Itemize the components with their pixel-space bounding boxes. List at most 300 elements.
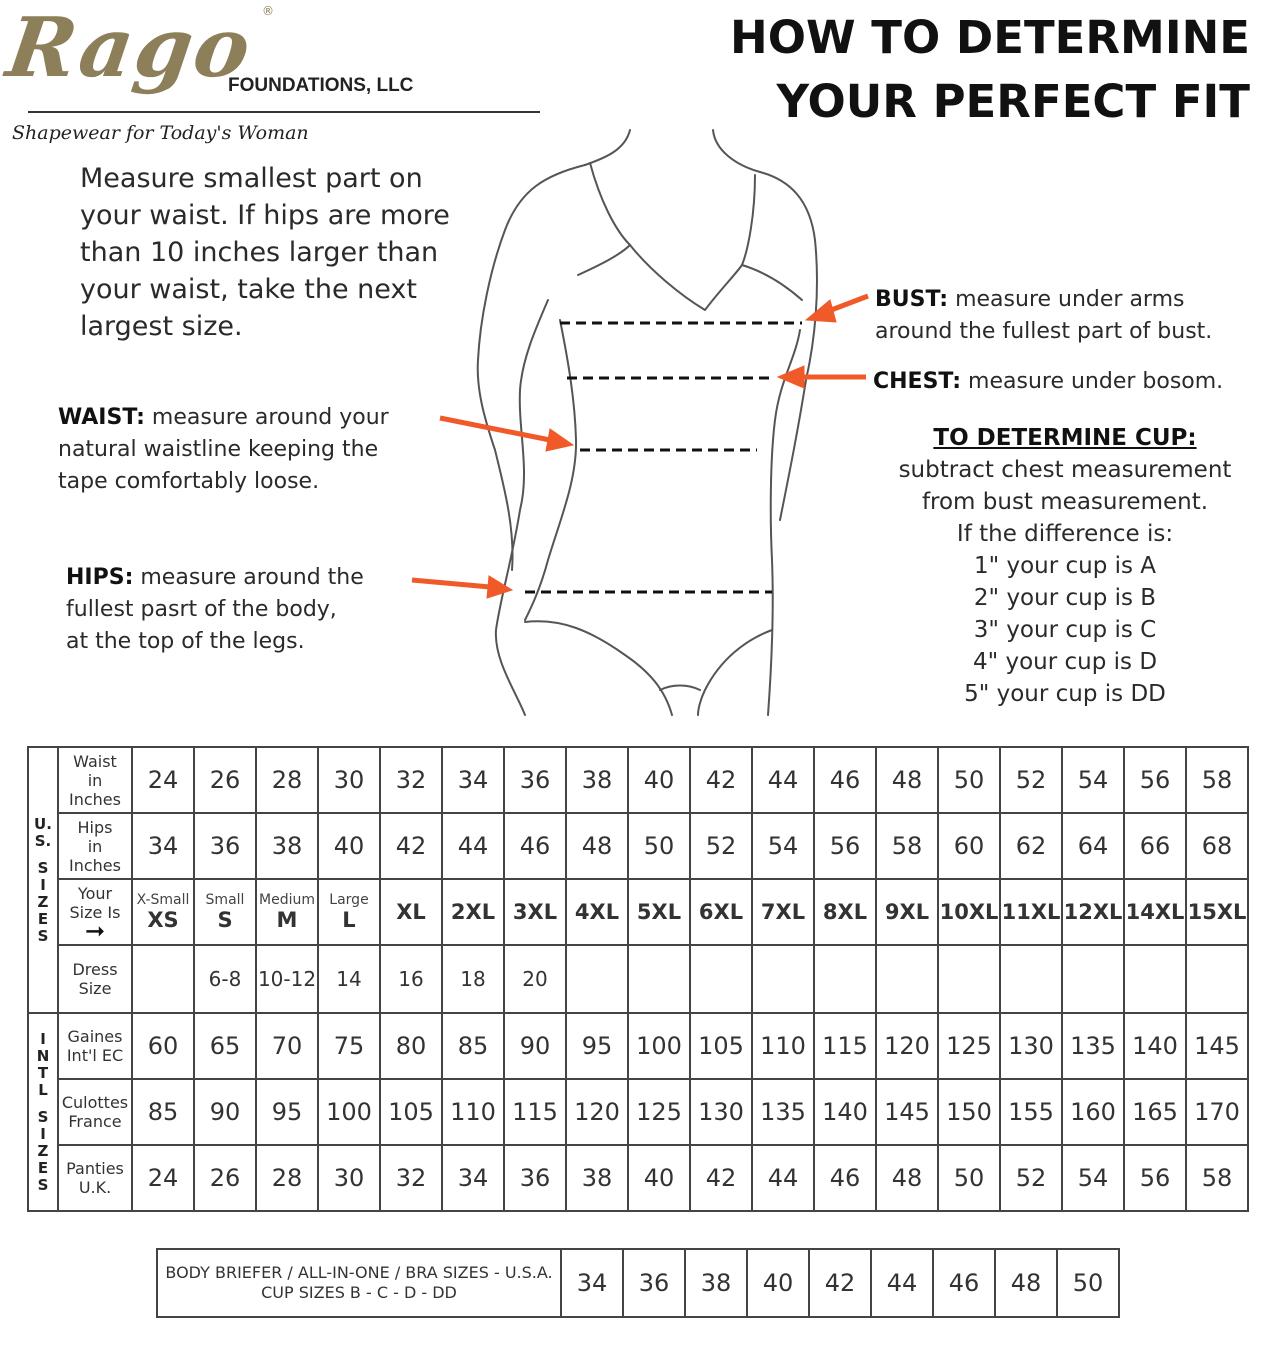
panties-value: 42 [705,1164,737,1192]
us-sizes-side-label [28,747,58,1013]
dress-value: 20 [522,967,548,991]
row-label-size [58,879,132,945]
panties-value: 48 [891,1164,923,1192]
waist-callout [58,402,389,498]
hips-cell [876,813,938,879]
waist-cell [1124,747,1186,813]
side-letter [29,850,57,860]
waist-value: 30 [333,766,365,794]
gaines-value: 80 [395,1032,427,1060]
cup-line: 5" your cup is DD [964,681,1166,707]
dress-cell [442,945,504,1013]
culottes-cell [256,1079,318,1145]
gaines-value: 135 [1070,1032,1116,1060]
culottes-cell [194,1079,256,1145]
row-label-line: Int'l EC [66,1046,124,1065]
size-cell [132,879,194,945]
culottes-value: 115 [512,1098,558,1126]
waist-value: 24 [147,766,179,794]
side-letter: Z [37,1141,49,1160]
waist-instr-line: largest size. [80,311,243,342]
dress-cell [256,945,318,1013]
gaines-value: 75 [333,1032,365,1060]
hips-cell [752,813,814,879]
gaines-value: 60 [147,1032,179,1060]
size-row-hips [28,813,1248,879]
culottes-cell [752,1079,814,1145]
row-label-line: Hips [77,817,113,837]
size-value: L [342,908,356,932]
row-label-line: Your [77,884,113,903]
hips-cell [566,813,628,879]
size-value: 6XL [698,900,744,924]
panties-cell [566,1145,628,1211]
waist-value: 46 [829,766,861,794]
panties-cell [318,1145,380,1211]
waist-cell [690,747,752,813]
gaines-value: 110 [760,1032,806,1060]
side-letter: T [37,1063,49,1082]
culottes-value: 95 [271,1098,303,1126]
size-cell [504,879,566,945]
culottes-value: 85 [147,1098,179,1126]
culottes-value: 170 [1194,1098,1240,1126]
hips-cell [690,813,752,879]
side-letter: I [40,1124,46,1143]
size-name: Medium [259,892,315,908]
hips-arrow-icon [487,576,512,598]
gaines-cell [318,1013,380,1079]
side-letter: E [37,909,49,928]
size-name: Large [329,892,369,908]
hips-text-3: at the top of the legs. [66,629,305,654]
hips-value: 40 [333,832,365,860]
waist-cell [132,747,194,813]
panties-value: 52 [1015,1164,1047,1192]
hips-cell [256,813,318,879]
size-value: S [217,908,233,932]
culottes-cell [566,1079,628,1145]
size-value: 10XL [939,900,999,924]
hips-cell [194,813,256,879]
row-label-line: Inches [69,855,121,875]
side-letter: I [40,875,46,894]
hips-cell [1186,813,1248,879]
culottes-cell [1124,1079,1186,1145]
bra-size-cell: 46 [933,1249,995,1317]
panties-cell [1000,1145,1062,1211]
dress-cell [380,945,442,1013]
bra-size-cell: 34 [561,1249,623,1317]
panties-value: 40 [643,1164,675,1192]
waist-value: 26 [209,766,241,794]
hips-text-1: measure around the [133,565,364,590]
cup-title: TO DETERMINE CUP: [933,425,1197,451]
waist-instructions [80,160,450,345]
dress-cell [504,945,566,1013]
hips-value: 52 [705,832,737,860]
panties-value: 34 [457,1164,489,1192]
culottes-cell [814,1079,876,1145]
culottes-cell [318,1079,380,1145]
dress-value: 6-8 [208,967,242,991]
dress-cell [938,945,1000,1013]
panties-value: 30 [333,1164,365,1192]
culottes-value: 100 [326,1098,372,1126]
panties-cell [256,1145,318,1211]
gaines-value: 95 [581,1032,613,1060]
hips-value: 64 [1077,832,1109,860]
culottes-cell [690,1079,752,1145]
cup-line: subtract chest measurement [898,457,1232,483]
hips-value: 54 [767,832,799,860]
size-cell [194,879,256,945]
culottes-cell [380,1079,442,1145]
panties-cell [442,1145,504,1211]
size-value: 4XL [574,900,620,924]
row-label-panties [58,1145,132,1211]
side-letter: S [37,858,49,877]
title-line-2: YOUR PERFECT FIT [776,75,1250,128]
culottes-value: 90 [209,1098,241,1126]
dress-cell [132,945,194,1013]
gaines-cell [256,1013,318,1079]
hips-value: 66 [1139,832,1171,860]
panties-value: 32 [395,1164,427,1192]
bra-size-cell: 50 [1057,1249,1119,1317]
waist-value: 44 [767,766,799,794]
hips-value: 62 [1015,832,1047,860]
panties-value: 36 [519,1164,551,1192]
hips-callout [66,562,364,658]
culottes-value: 125 [636,1098,682,1126]
intl-sizes-side-label [28,1013,58,1211]
waist-value: 56 [1139,766,1171,794]
hips-value: 48 [581,832,613,860]
bra-label-line-2: CUP SIZES B - C - D - DD [261,1283,457,1302]
panties-cell [628,1145,690,1211]
size-row-dress [28,945,1248,1013]
waist-value: 40 [643,766,675,794]
size-value: 15XL [1187,900,1247,924]
row-label-line: in [87,836,103,856]
culottes-value: 140 [822,1098,868,1126]
gaines-value: 125 [946,1032,992,1060]
hips-value: 44 [457,832,489,860]
hips-cell [1062,813,1124,879]
waist-cell [1186,747,1248,813]
waist-cell [504,747,566,813]
bra-size-cell: 38 [685,1249,747,1317]
hips-cell [1124,813,1186,879]
gaines-value: 70 [271,1032,303,1060]
dress-cell [1062,945,1124,1013]
side-letter: E [37,1158,49,1177]
culottes-cell [442,1079,504,1145]
dress-cell [1186,945,1248,1013]
gaines-value: 90 [519,1032,551,1060]
size-cell [1124,879,1186,945]
bust-text-2: around the fullest part of bust. [875,319,1213,344]
dress-cell [194,945,256,1013]
culottes-cell [628,1079,690,1145]
waist-cell [938,747,1000,813]
waist-cell [1062,747,1124,813]
dress-cell [752,945,814,1013]
hips-value: 58 [891,832,923,860]
size-value: XL [396,900,426,924]
panties-cell [380,1145,442,1211]
panties-value: 50 [953,1164,985,1192]
waist-cell [876,747,938,813]
size-value: 12XL [1063,900,1123,924]
hips-cell [628,813,690,879]
culottes-value: 165 [1132,1098,1178,1126]
dress-cell [814,945,876,1013]
waist-label: WAIST: [58,405,145,430]
waist-cell [814,747,876,813]
hips-value: 46 [519,832,551,860]
panties-cell [1124,1145,1186,1211]
row-label-line: U.K. [78,1178,112,1197]
panties-value: 44 [767,1164,799,1192]
size-value: 5XL [636,900,682,924]
body-outline [478,130,817,715]
brand-tagline: Shapewear for Today's Woman [12,122,309,144]
row-label-waist [58,747,132,813]
gaines-cell [690,1013,752,1079]
row-label-line: Gaines [67,1027,123,1046]
size-cell [814,879,876,945]
panties-value: 56 [1139,1164,1171,1192]
side-letter: N [36,1046,50,1065]
waist-instr-line: Measure smallest part on [80,163,423,194]
culottes-value: 160 [1070,1098,1116,1126]
size-row-panties [28,1145,1248,1211]
bra-size-cell: 36 [623,1249,685,1317]
waist-cell [1000,747,1062,813]
size-cell [690,879,752,945]
waist-instr-line: your waist. If hips are more [80,200,450,231]
gaines-value: 100 [636,1032,682,1060]
hips-value: 50 [643,832,675,860]
waist-value: 54 [1077,766,1109,794]
side-letter: U. [34,814,52,833]
culottes-value: 145 [884,1098,930,1126]
hips-value: 42 [395,832,427,860]
culottes-value: 155 [1008,1098,1054,1126]
size-value: 8XL [822,900,868,924]
panties-cell [132,1145,194,1211]
row-label-gaines [58,1013,132,1079]
panties-value: 24 [147,1164,179,1192]
gaines-value: 115 [822,1032,868,1060]
hips-cell [318,813,380,879]
bust-callout [875,284,1212,348]
dress-value: 10-12 [257,967,317,991]
size-cell [628,879,690,945]
bra-size-row [157,1249,1119,1317]
bra-size-table [156,1248,1120,1318]
size-value: XS [147,908,179,932]
size-cell [442,879,504,945]
culottes-value: 150 [946,1098,992,1126]
waist-value: 32 [395,766,427,794]
size-value: 2XL [450,900,496,924]
cup-line: from bust measurement. [921,489,1209,515]
size-cell [1186,879,1248,945]
gaines-cell [1124,1013,1186,1079]
waist-value: 34 [457,766,489,794]
gaines-cell [504,1013,566,1079]
hips-cell [1000,813,1062,879]
waist-value: 28 [271,766,303,794]
size-cell [938,879,1000,945]
dress-cell [628,945,690,1013]
size-value: 11XL [1001,900,1061,924]
panties-value: 38 [581,1164,613,1192]
gaines-cell [876,1013,938,1079]
size-cell [318,879,380,945]
size-cell [380,879,442,945]
bra-size-cell: 44 [871,1249,933,1317]
panties-cell [504,1145,566,1211]
size-value: 7XL [760,900,806,924]
size-value: 9XL [884,900,930,924]
hips-value: 60 [953,832,985,860]
waist-cell [256,747,318,813]
waist-value: 58 [1201,766,1233,794]
size-cell [256,879,318,945]
panties-cell [690,1145,752,1211]
waist-value: 50 [953,766,985,794]
waist-cell [318,747,380,813]
size-cell [1062,879,1124,945]
panties-value: 26 [209,1164,241,1192]
hips-value: 68 [1201,832,1233,860]
row-label-line: Inches [69,789,121,809]
size-cell [566,879,628,945]
row-label-dress [58,945,132,1013]
size-row-culottes [28,1079,1248,1145]
cup-line: 4" your cup is D [972,649,1158,675]
panties-cell [938,1145,1000,1211]
dress-cell [318,945,380,1013]
row-label-line: Dress [72,960,118,979]
gaines-value: 105 [698,1032,744,1060]
gaines-value: 85 [457,1032,489,1060]
row-label-hips [58,813,132,879]
panties-cell [876,1145,938,1211]
culottes-value: 110 [450,1098,496,1126]
company-name: FOUNDATIONS, LLC [228,75,414,96]
culottes-cell [938,1079,1000,1145]
side-letter: S [37,1175,49,1194]
right-arrow-icon: ➞ [84,917,106,945]
gaines-cell [380,1013,442,1079]
size-cell [876,879,938,945]
cup-line: 1" your cup is A [973,553,1157,579]
waist-value: 42 [705,766,737,794]
panties-cell [1062,1145,1124,1211]
hips-cell [814,813,876,879]
waist-value: 36 [519,766,551,794]
size-row-gaines [28,1013,1248,1079]
title-line-1: HOW TO DETERMINE [730,11,1250,64]
cup-line: 2" your cup is B [973,585,1157,611]
row-label-line: France [68,1112,122,1131]
dress-value: 14 [336,967,362,991]
bust-label: BUST: [875,287,949,312]
waist-value: 48 [891,766,923,794]
brand-logo: Rago [1,0,258,96]
cup-line: If the difference is: [956,521,1174,547]
side-letter: S [37,926,49,945]
dress-cell [876,945,938,1013]
waist-cell [752,747,814,813]
dress-cell [566,945,628,1013]
gaines-value: 130 [1008,1032,1054,1060]
culottes-cell [1000,1079,1062,1145]
panties-value: 54 [1077,1164,1109,1192]
gaines-cell [132,1013,194,1079]
size-row-size [28,879,1248,945]
side-letter: Z [37,892,49,911]
waist-text-2: natural waistline keeping the [58,437,379,462]
gaines-value: 145 [1194,1032,1240,1060]
culottes-value: 120 [574,1098,620,1126]
row-label-line: Size Is [69,903,121,922]
panties-cell [1186,1145,1248,1211]
hips-label: HIPS: [66,565,134,590]
size-table [27,746,1249,1212]
gaines-cell [1186,1013,1248,1079]
waist-arrow-icon [546,429,573,451]
size-row-waist [28,747,1248,813]
panties-cell [194,1145,256,1211]
culottes-value: 130 [698,1098,744,1126]
hips-cell [504,813,566,879]
culottes-cell [1062,1079,1124,1145]
side-letter: L [38,1080,48,1099]
hips-value: 56 [829,832,861,860]
bra-size-cell: 48 [995,1249,1057,1317]
gaines-cell [194,1013,256,1079]
chest-text-1: measure under bosom. [961,369,1224,394]
hips-value: 38 [271,832,303,860]
culottes-cell [876,1079,938,1145]
row-label-line: Waist [73,751,117,771]
gaines-cell [1062,1013,1124,1079]
size-name: Small [205,892,245,908]
side-letter: S. [34,831,52,850]
bra-label-line-1: BODY BRIEFER / ALL-IN-ONE / BRA SIZES - U.S.A. [165,1263,553,1282]
chest-callout [873,366,1223,398]
row-label-line: Panties [66,1159,124,1178]
dress-cell [1000,945,1062,1013]
row-label-culottes [58,1079,132,1145]
gaines-value: 65 [209,1032,241,1060]
measurement-lines [525,323,802,592]
hips-cell [380,813,442,879]
dress-cell [1124,945,1186,1013]
size-value: M [276,908,298,932]
row-label-line: in [87,770,103,790]
side-letter: I [40,1029,46,1048]
size-value: 14XL [1125,900,1185,924]
gaines-cell [442,1013,504,1079]
gaines-cell [566,1013,628,1079]
